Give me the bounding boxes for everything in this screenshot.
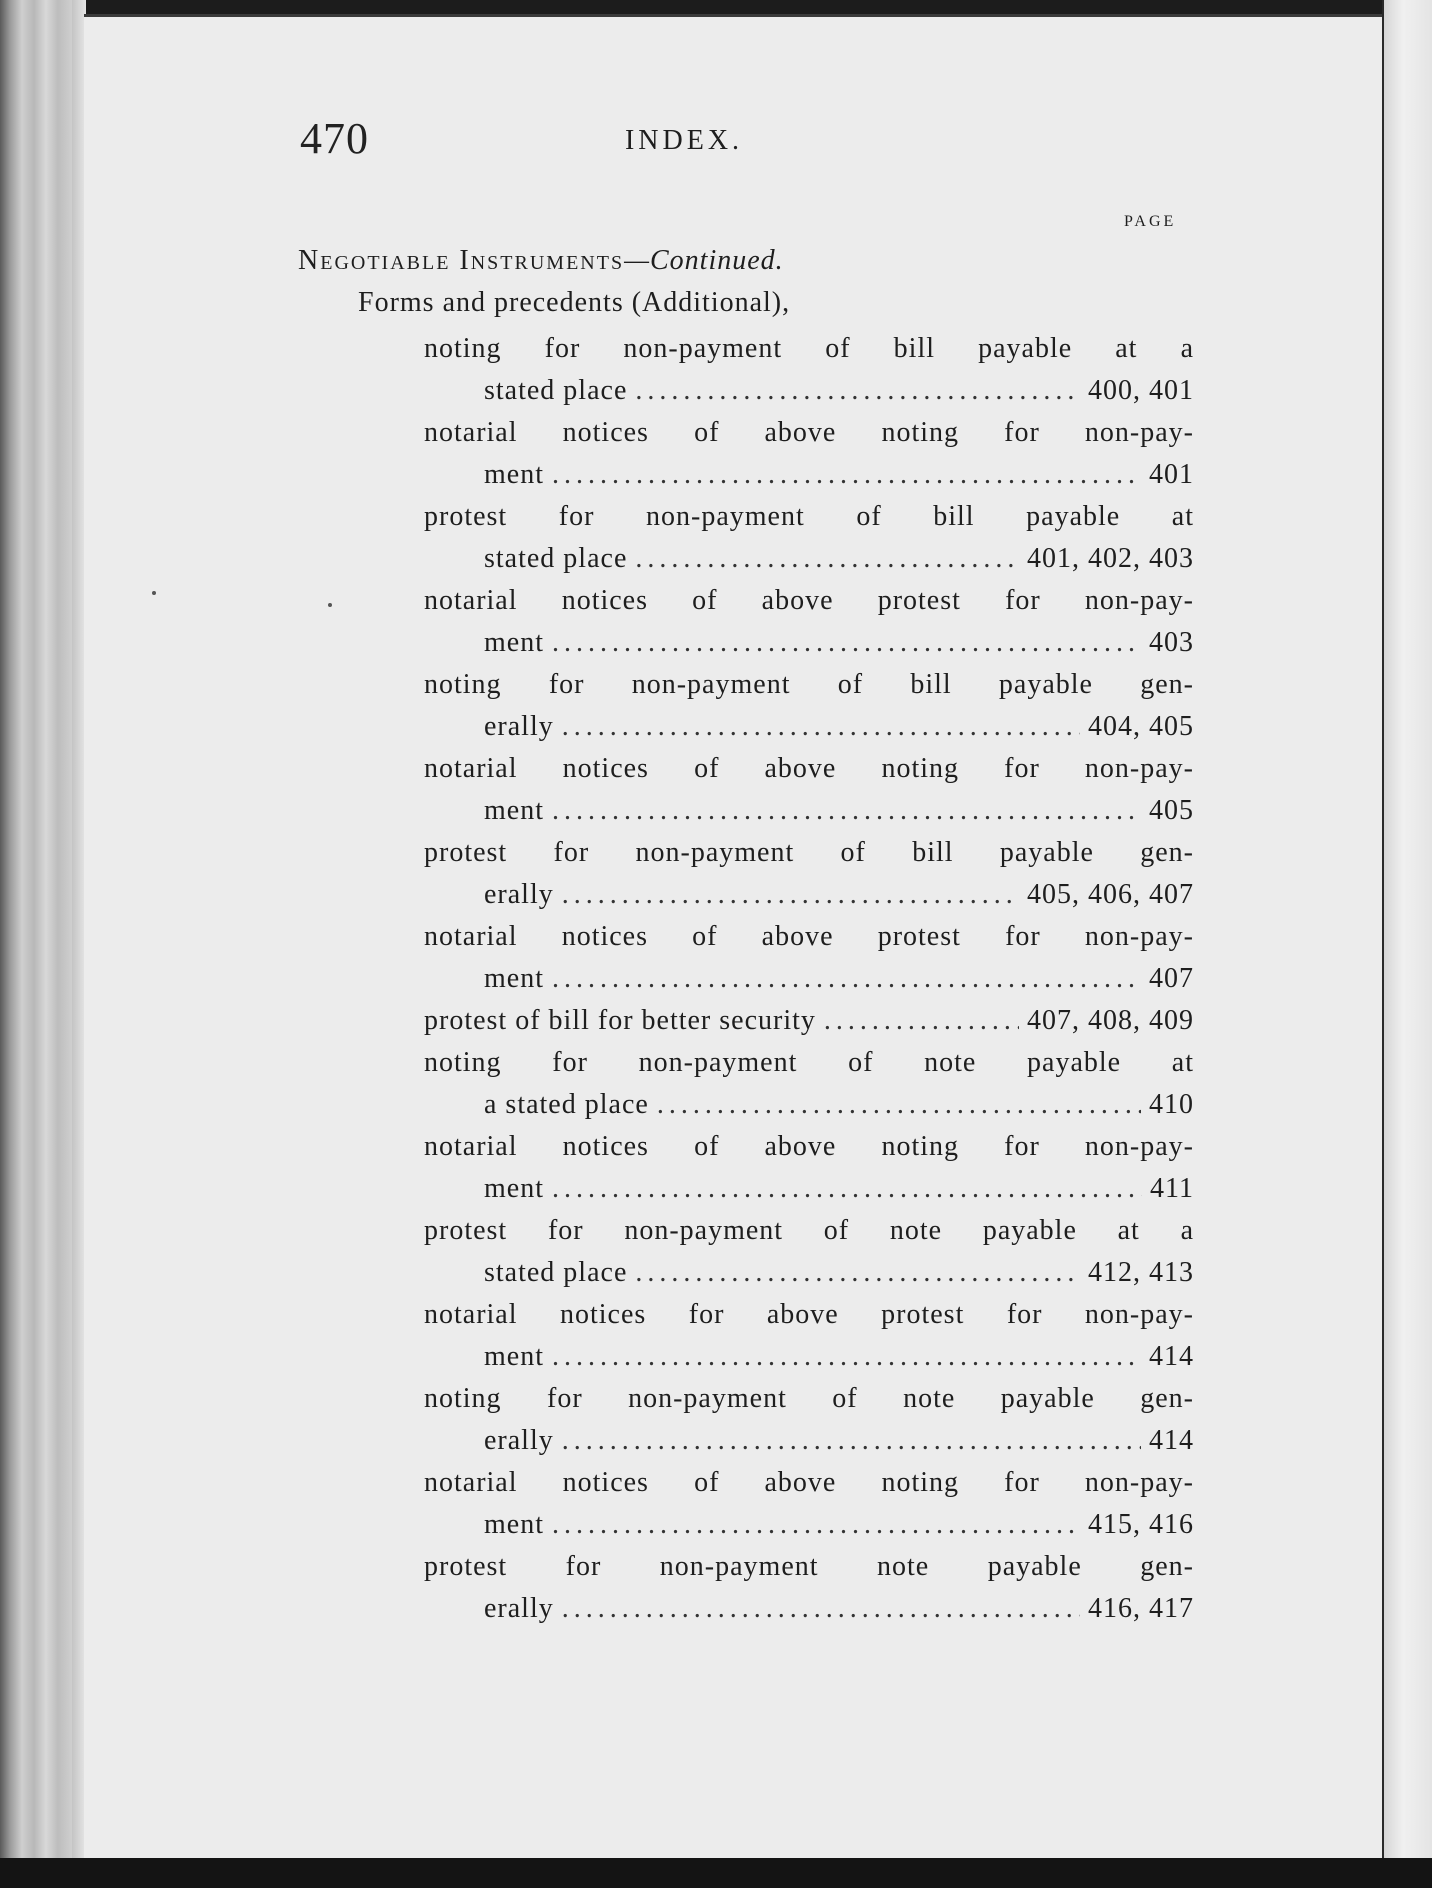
entry-continuation: erally bbox=[484, 1425, 554, 1456]
index-entry bbox=[84, 1131, 1384, 1215]
dot-leader bbox=[562, 879, 1019, 911]
entry-continuation: ment bbox=[484, 795, 544, 826]
index-page bbox=[84, 14, 1384, 1863]
dot-leader bbox=[635, 375, 1080, 407]
entry-line2 bbox=[484, 879, 1194, 911]
entry-line1: noting for non-payment of note payable gen- bbox=[424, 1383, 1194, 1414]
entry-line2 bbox=[484, 1593, 1194, 1625]
index-entry bbox=[84, 837, 1384, 921]
dot-leader bbox=[552, 1173, 1142, 1205]
index-entry bbox=[84, 501, 1384, 585]
entry-line2 bbox=[484, 1509, 1194, 1541]
entry-pages: 405, 406, 407 bbox=[1027, 879, 1194, 910]
entry-line2 bbox=[484, 1173, 1194, 1205]
scan-speck bbox=[152, 591, 156, 595]
entry-line1: notarial notices of above noting for non-pay- bbox=[424, 417, 1194, 448]
dot-leader bbox=[552, 963, 1141, 995]
entry-pages: 407, 408, 409 bbox=[1027, 1005, 1194, 1036]
entry-line2 bbox=[484, 1089, 1194, 1121]
index-entry bbox=[84, 921, 1384, 1005]
entry-line1: notarial notices for above protest for non-pay- bbox=[424, 1299, 1194, 1330]
entry-line2 bbox=[484, 795, 1194, 827]
heading-title: Negotiable Instruments bbox=[298, 245, 625, 276]
dot-leader bbox=[635, 1257, 1080, 1289]
entry-continuation: stated place bbox=[484, 375, 628, 406]
dot-leader bbox=[562, 1593, 1080, 1625]
entry-line2 bbox=[484, 543, 1194, 575]
entry-line1: protest for non-payment of note payable at a bbox=[424, 1215, 1194, 1246]
entry-line2 bbox=[484, 375, 1194, 407]
entry-pages: 415, 416 bbox=[1088, 1509, 1194, 1540]
heading-continued: —Continued. bbox=[624, 245, 784, 276]
entry-pages: 401 bbox=[1149, 459, 1194, 490]
page-number: 470 bbox=[300, 114, 369, 163]
dot-leader bbox=[552, 1509, 1080, 1541]
index-entry bbox=[84, 1005, 1384, 1047]
entry-pages: 412, 413 bbox=[1088, 1257, 1194, 1288]
entry-line1: notarial notices of above protest for non-pay- bbox=[424, 921, 1194, 952]
index-entry bbox=[84, 1047, 1384, 1131]
index-entry bbox=[84, 753, 1384, 837]
index-entry bbox=[84, 1383, 1384, 1467]
entry-line1: notarial notices of above noting for non-pay- bbox=[424, 753, 1194, 784]
entry-continuation: ment bbox=[484, 1173, 544, 1204]
entry-line2 bbox=[484, 1341, 1194, 1373]
entry-line1: noting for non-payment of bill payable at a bbox=[424, 333, 1194, 364]
entry-pages: 405 bbox=[1149, 795, 1194, 826]
entry-line1: protest for non-payment note payable gen- bbox=[424, 1551, 1194, 1582]
dot-leader bbox=[552, 795, 1141, 827]
entry-pages: 400, 401 bbox=[1088, 375, 1194, 406]
index-entry bbox=[84, 1215, 1384, 1299]
dot-leader bbox=[552, 627, 1141, 659]
entry-continuation: erally bbox=[484, 879, 554, 910]
entry-text: protest of bill for better security bbox=[424, 1005, 816, 1036]
entry-line1: protest for non-payment of bill payable at bbox=[424, 501, 1194, 532]
entry-line2 bbox=[484, 1257, 1194, 1289]
index-subheading: Forms and precedents (Additional), bbox=[358, 287, 791, 318]
entry-pages: 410 bbox=[1149, 1089, 1194, 1120]
entry-line2 bbox=[484, 1425, 1194, 1457]
index-entry bbox=[84, 669, 1384, 753]
index-entry bbox=[84, 1299, 1384, 1383]
entry-continuation: ment bbox=[484, 1341, 544, 1372]
scan-speck bbox=[328, 603, 332, 607]
entry-continuation: ment bbox=[484, 963, 544, 994]
running-head: INDEX. bbox=[624, 125, 744, 156]
index-heading bbox=[298, 245, 784, 277]
dot-leader bbox=[562, 711, 1080, 743]
entry-line1: notarial notices of above noting for non-pay- bbox=[424, 1131, 1194, 1162]
dot-leader bbox=[552, 459, 1141, 491]
entry-continuation: a stated place bbox=[484, 1089, 649, 1120]
entry-line1 bbox=[424, 1005, 1194, 1037]
index-entry bbox=[84, 417, 1384, 501]
entry-line1: notarial notices of above noting for non-pay- bbox=[424, 1467, 1194, 1498]
entry-continuation: stated place bbox=[484, 1257, 628, 1288]
index-entry bbox=[84, 585, 1384, 669]
entry-pages: 414 bbox=[1149, 1425, 1194, 1456]
entry-continuation: ment bbox=[484, 459, 544, 490]
book-binding-edge bbox=[0, 0, 72, 1888]
entry-line1: protest for non-payment of bill payable gen- bbox=[424, 837, 1194, 868]
right-page-edge bbox=[1382, 0, 1432, 1888]
index-entry bbox=[84, 1551, 1384, 1635]
entry-continuation: erally bbox=[484, 711, 554, 742]
entry-pages: 416, 417 bbox=[1088, 1593, 1194, 1624]
entry-pages: 401, 402, 403 bbox=[1027, 543, 1194, 574]
entry-line2 bbox=[484, 459, 1194, 491]
entry-line2 bbox=[484, 711, 1194, 743]
entry-line1: noting for non-payment of bill payable gen- bbox=[424, 669, 1194, 700]
dot-leader bbox=[657, 1089, 1141, 1121]
entry-line2 bbox=[484, 963, 1194, 995]
dot-leader bbox=[635, 543, 1019, 575]
entry-pages: 414 bbox=[1149, 1341, 1194, 1372]
entry-continuation: erally bbox=[484, 1593, 554, 1624]
dot-leader bbox=[824, 1005, 1019, 1037]
entry-pages: 411 bbox=[1150, 1173, 1194, 1204]
entry-continuation: stated place bbox=[484, 543, 628, 574]
entry-continuation: ment bbox=[484, 627, 544, 658]
dot-leader bbox=[552, 1341, 1141, 1373]
dot-leader bbox=[562, 1425, 1141, 1457]
index-entry bbox=[84, 333, 1384, 417]
index-entry bbox=[84, 1467, 1384, 1551]
entry-continuation: ment bbox=[484, 1509, 544, 1540]
entry-line1: notarial notices of above protest for non-pay- bbox=[424, 585, 1194, 616]
entry-pages: 403 bbox=[1149, 627, 1194, 658]
bottom-scan-edge bbox=[0, 1858, 1432, 1888]
entry-pages: 407 bbox=[1149, 963, 1194, 994]
page-column-label: PAGE bbox=[1124, 213, 1177, 230]
entry-line1: noting for non-payment of note payable at bbox=[424, 1047, 1194, 1078]
entry-pages: 404, 405 bbox=[1088, 711, 1194, 742]
entry-line2 bbox=[484, 627, 1194, 659]
